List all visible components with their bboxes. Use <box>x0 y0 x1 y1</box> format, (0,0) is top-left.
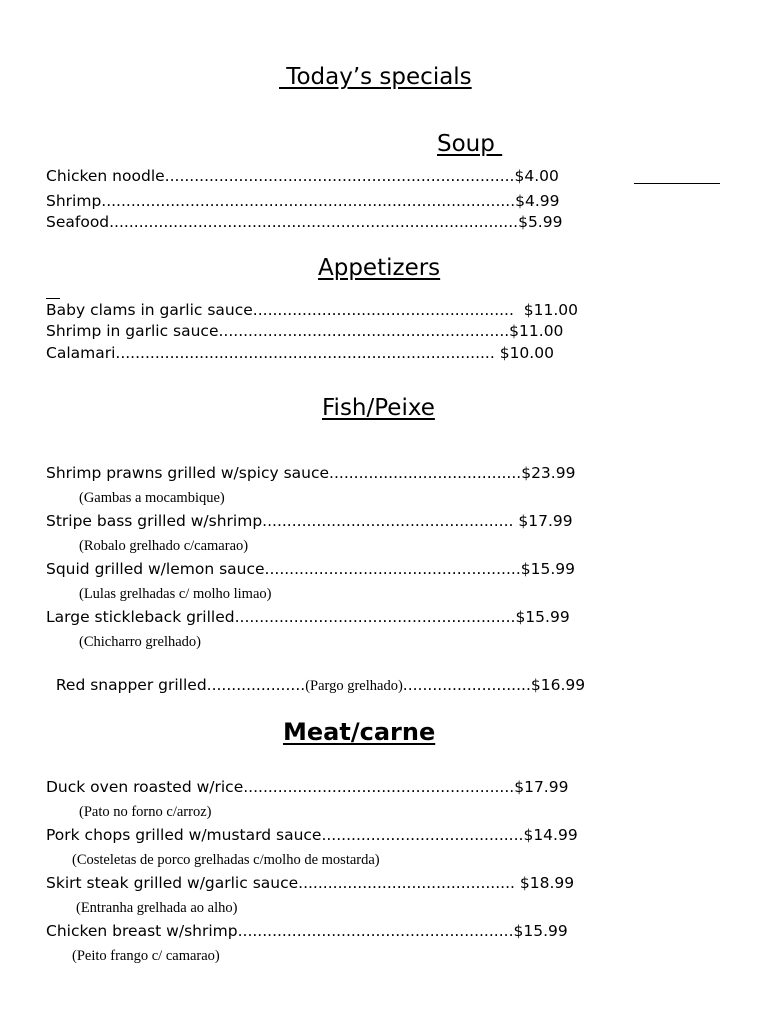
menu-item: Chicken breast w/shrimp........................................................$15.99 <box>46 922 568 940</box>
menu-item: Shrimp....................................................................................$4.99 <box>46 192 560 210</box>
menu-item: Skirt steak grilled w/garlic sauce............................................ $18.99 <box>46 874 575 892</box>
underline-rule <box>634 183 720 184</box>
menu-item-translation: (Lulas grelhadas c/ molho limao) <box>79 586 272 602</box>
menu-item: Large stickleback grilled.........................................................$15.99 <box>46 608 570 626</box>
page-title: Today’s specials <box>279 64 472 90</box>
menu-item: Duck oven roasted w/rice.......................................................$17.99 <box>46 778 569 796</box>
menu-item: Calamari............................................................................. $10.00 <box>46 344 554 362</box>
menu-item: Stripe bass grilled w/shrimp................................................... $17.99 <box>46 512 573 530</box>
menu-item: Baby clams in garlic sauce..................................................... $11.00 <box>46 301 579 319</box>
menu-item-translation: (Entranha grelhada ao alho) <box>76 900 238 916</box>
section-heading-fish: Fish/Peixe <box>322 395 435 421</box>
menu-item: Seafood...................................................................................$5.99 <box>46 213 563 231</box>
menu-item-translation: (Robalo grelhado c/camarao) <box>79 538 249 554</box>
menu-item: Shrimp prawns grilled w/spicy sauce.......................................$23.99 <box>46 464 576 482</box>
menu-item-translation: (Gambas a mocambique) <box>79 490 225 506</box>
underline-rule <box>46 298 60 299</box>
section-heading-soup: Soup <box>437 131 503 157</box>
menu-item: Squid grilled w/lemon sauce....................................................$15.99 <box>46 560 575 578</box>
menu-item-translation: (Chicharro grelhado) <box>79 634 201 650</box>
menu-item: Pork chops grilled w/mustard sauce.........................................$14.99 <box>46 826 578 844</box>
menu-item-translation: (Peito frango c/ camarao) <box>72 948 220 964</box>
section-heading-meat: Meat/carne <box>283 718 436 746</box>
menu-item-name: Red snapper grilled.................... <box>55 676 306 694</box>
section-heading-appetizers: Appetizers <box>318 255 441 281</box>
menu-item: Shrimp in garlic sauce...........................................................$11.00 <box>46 322 564 340</box>
menu-item <box>46 655 585 696</box>
menu-item-translation: (Pargo grelhado) <box>305 678 403 694</box>
menu-item-translation: (Costeletas de porco grelhadas c/molho de mostarda) <box>72 852 380 868</box>
menu-item-translation: (Pato no forno c/arroz) <box>79 804 212 820</box>
menu-item-price: ..........................$16.99 <box>402 676 586 694</box>
menu-item: Chicken noodle.......................................................................$4.00 <box>46 167 559 185</box>
